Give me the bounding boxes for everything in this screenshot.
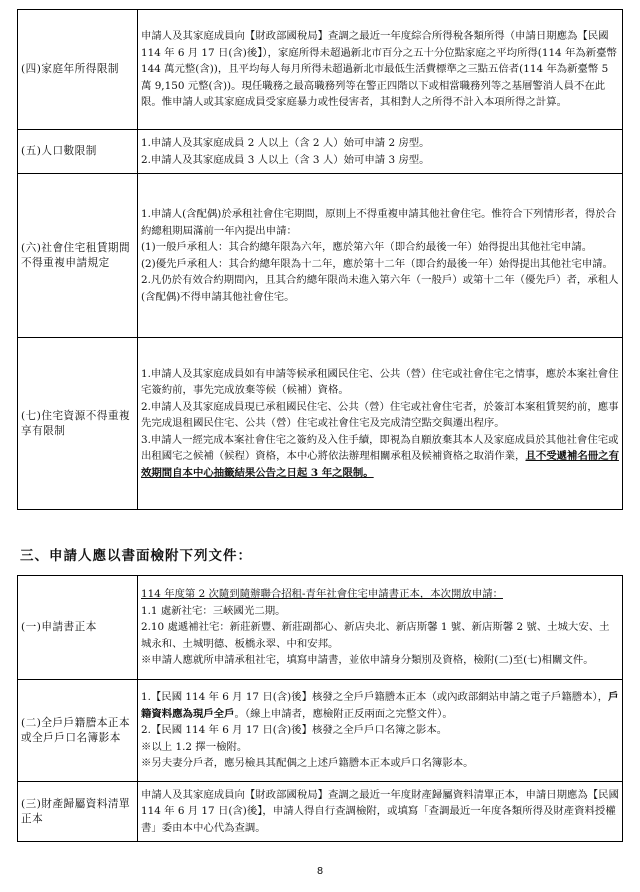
row-label: (三)財產歸屬資料清單正本 <box>18 782 138 842</box>
content-line: 1.1 處新社宅：三峽國光二期。 <box>141 604 286 617</box>
content-line-part: 。（線上申請者，應檢附正反兩面之完整文件）。 <box>234 707 453 720</box>
content-line: 2.【民國 114 年 6 月 17 日(含)後】核發之全戶戶口名簿之影本。 <box>141 724 448 737</box>
row-content <box>138 680 623 782</box>
emphasis-bold: 戶籍資料應為現戶全戶 <box>141 691 619 720</box>
row-content <box>138 782 623 842</box>
content-line-part: 3.申請人一經完成本案社會住宅之簽約及入住手續，即視為自願放棄其本人及家庭成員於其他社會住宅或出租國宅之候補（候程）資格，本中心將依法辦理相關承租及候補資格之取消作業， <box>141 433 619 463</box>
content-line: 申請人及其家庭成員向【財政部國稅局】查調之最近一年度綜合所得稅各類所得（申請日期應為【民國 114 年 6 月 17 日(含)後】），家庭所得未超過新北市百分之五十分位點家庭之平均所得(114 年為新臺幣 144 萬元整(含))，且平均每人每月所得未超過新北市最低生活費標準之三點五倍者(114 年為新臺幣 5 萬 9,150 元整(含))。現任職務之最高職務列等在警正四階以下或相當職務列等之基層警消人員不在此限。惟申請人或其家庭成員受家庭暴力或性侵害者，其相對人之所得不計入本項所得之計算。 <box>141 30 617 109</box>
content-line: 2.申請人及其家庭成員 3 人以上（含 3 人）始可申請 3 房型。 <box>141 153 430 166</box>
content-line: (2)優先戶承租人：其合約總年限為十二年，應於第十二年（即合約最後一年）始得提出其他社宅申請。 <box>141 257 613 270</box>
documents-table <box>17 575 623 842</box>
page-number: 8 <box>316 866 324 877</box>
content-line: 申請人及其家庭成員向【財政部國稅局】查調之最近一年度財產歸屬資料清單正本，申請日期應為【民國 114 年 6 月 17 日(含)後】，申請人得自行查調檢附，或填寫「查調最近一年度各類所得及財產資料授權書」委由本中心代為查調。 <box>141 788 619 834</box>
table-row <box>18 680 623 782</box>
row-content <box>138 130 623 174</box>
row-content <box>138 10 623 130</box>
table-row <box>18 174 623 338</box>
row-content <box>138 576 623 680</box>
content-line: (1)一般戶承租人：其合約總年限為六年，應於第六年（即合約最後一年）始得提出其他社宅申請。 <box>141 241 593 253</box>
table-row <box>18 10 623 130</box>
eligibility-table <box>17 9 623 510</box>
content-line <box>141 586 619 603</box>
content-line: 2.10 處遞補社宅：新莊新豐、新莊副都心、新店央北、新店斯馨 1 號、新店斯馨 2 號、土城大安、土城永和、土城明德、板橋永翠、中和安邦。 <box>141 621 610 650</box>
content-line: ※申請人應就所申請承租社宅，填寫申請書，並依申請身分類別及資格，檢附(二)至(七)相關文件。 <box>141 654 594 667</box>
content-line-part: 1.【民國 114 年 6 月 17 日(含)後】核發之全戶戶籍謄本正本（或內政部網站申請之電子戶籍謄本）， <box>141 691 609 704</box>
row-content <box>138 338 623 510</box>
section-heading: 三、申請人應以書面檢附下列文件： <box>20 548 252 564</box>
underline-text: 114 年度第 2 次隨到隨辦聯合招租-青年社會住宅申請書正本，本次開放申請： <box>141 588 503 601</box>
table-row <box>18 576 623 680</box>
row-label: (六)社會住宅租賃期間不得重複申請規定 <box>18 174 138 338</box>
row-content <box>138 174 623 338</box>
content-line: ※另夫妻分戶者，應另檢具其配偶之上述戶籍謄本正本或戶口名簿影本。 <box>141 757 474 770</box>
table-row <box>18 338 623 510</box>
content-line: ※以上 1.2 擇一檢附。 <box>141 740 248 753</box>
row-label: (四)家庭年所得限制 <box>18 10 138 130</box>
content-line: 1.申請人(含配偶)於承租社會住宅期間，原則上不得重複申請其他社會住宅。惟符合下列情形者，得於合約總租期屆滿前一年內提出申請： <box>141 208 617 237</box>
row-label: (一)申請書正本 <box>18 576 138 680</box>
content-line: 1.申請人及其家庭成員如有申請等候承租國民住宅、公共（營）住宅或社會住宅之情事，應於本案社會住宅簽約前，事先完成放棄等候（候補）資格。 <box>141 367 619 397</box>
table-row <box>18 782 623 842</box>
content-line: 2.凡仍於有效合約期間內，且其合約總年限尚未進入第六年（一般戶）或第十二年（優先戶）者，承租人(含配偶)不得申請其他社會住宅。 <box>141 274 619 303</box>
content-line: 1.申請人及其家庭成員 2 人以上（含 2 人）始可申請 2 房型。 <box>141 137 430 149</box>
row-label: (二)全戶戶籍謄本正本或全戶戶口名簿影本 <box>18 680 138 782</box>
table-row <box>18 130 623 174</box>
row-label: (五)人口數限制 <box>18 130 138 174</box>
content-line <box>141 432 619 482</box>
content-line <box>141 689 619 722</box>
content-line: 2.申請人及其家庭成員現已承租國民住宅、公共（營）住宅或社會住宅者，於簽訂本案租賃契約前，應事先完成退租國民住宅、公共（營）住宅或社會住宅及完成清空點交與遷出程序。 <box>141 400 619 430</box>
emphasis-underline: 且不受遞補名冊之有效期間自本中心抽籤結果公告之日起 3 年之限制。 <box>141 450 619 479</box>
row-label: (七)住宅資源不得重複享有限制 <box>18 338 138 510</box>
